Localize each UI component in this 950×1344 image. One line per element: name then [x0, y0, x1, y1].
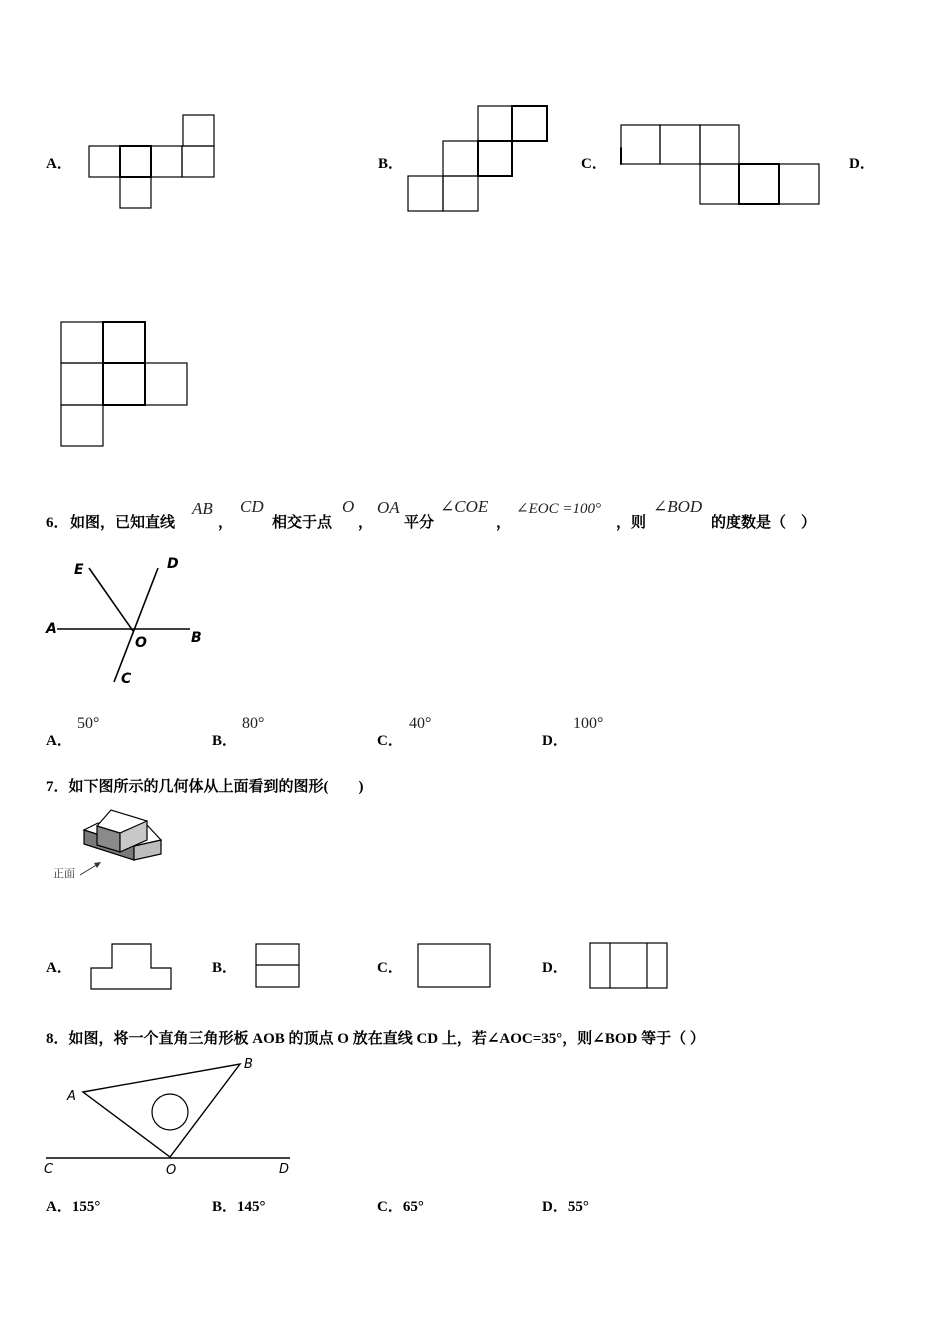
- q8-label-d: D: [279, 1162, 290, 1177]
- q7-option-c-label[interactable]: C．: [377, 960, 403, 976]
- q6-label-d: D: [167, 556, 179, 572]
- q6-text-1: 如图，已知直线: [70, 515, 176, 531]
- q6-option-b-value: 80°: [242, 715, 265, 732]
- q6-number: 6．: [46, 515, 69, 531]
- q6-sep-3: ，: [496, 515, 512, 531]
- q6-option-c-label[interactable]: C．: [377, 733, 403, 749]
- q8-option-b-value: 145°: [237, 1199, 266, 1215]
- q6-option-b-label[interactable]: B．: [212, 733, 238, 749]
- q7-text: 如下图所示的几何体从上面看到的图形( ): [68, 779, 364, 795]
- q5-option-b-label[interactable]: B．: [378, 156, 404, 172]
- q6-option-d-value: 100°: [573, 715, 604, 732]
- q7-front-label: 正面: [53, 867, 75, 880]
- q7-option-d-label[interactable]: D．: [542, 960, 568, 976]
- q6-text-5: 的度数是（ ）: [711, 515, 817, 531]
- q6-sep-1: ，: [218, 515, 234, 531]
- q6-text-3: 平分: [404, 515, 435, 531]
- q6-math-cd: CD: [240, 497, 264, 516]
- q7-option-b-label[interactable]: B．: [212, 960, 238, 976]
- q8-option-a-value: 155°: [71, 1199, 101, 1215]
- q6-label-c: C: [121, 671, 132, 687]
- q6-math-coe: ∠COE: [440, 497, 489, 516]
- q8-option-b-label: B．: [212, 1199, 238, 1215]
- q8-option-d[interactable]: [542, 1195, 589, 1216]
- q8-label-a: A: [67, 1089, 76, 1104]
- q5-option-a-label[interactable]: A．: [46, 156, 72, 172]
- q8-label-b: B: [244, 1057, 253, 1072]
- q6-math-o: O: [342, 497, 355, 516]
- q8-option-a[interactable]: [46, 1195, 100, 1216]
- q8-label-c: C: [44, 1162, 54, 1177]
- q6-math-bod: ∠BOD: [653, 497, 703, 516]
- q7-option-a-label[interactable]: A．: [46, 960, 72, 976]
- q5-option-d-label[interactable]: D．: [849, 156, 875, 172]
- q6-math-ab: AB: [192, 499, 213, 518]
- q7-number: 7．: [46, 779, 69, 795]
- q6-math-eoc: ∠EOC =100°: [516, 501, 601, 517]
- q6-label-o: O: [135, 635, 147, 651]
- q6-text-4: ，则: [616, 515, 647, 531]
- q8-number: 8．: [46, 1031, 69, 1047]
- q8-option-d-label: D．: [542, 1199, 568, 1215]
- q6-sep-2: ，: [358, 515, 374, 531]
- q8-text: 如图，将一个直角三角形板 AOB 的顶点 O 放在直线 CD 上，若∠AOC=35°，则∠BOD 等于（ ）: [68, 1031, 705, 1047]
- q8-option-c[interactable]: [377, 1195, 424, 1216]
- q6-option-a-value: 50°: [77, 715, 100, 732]
- q6-option-c-value: 40°: [409, 715, 432, 732]
- q8-label-o: O: [166, 1163, 177, 1178]
- q6-label-e: E: [74, 562, 84, 578]
- q6-option-a-label[interactable]: A．: [46, 733, 72, 749]
- q5-option-c-label[interactable]: C．: [581, 156, 607, 172]
- q6-label-b: B: [191, 630, 202, 646]
- q8-option-b[interactable]: [212, 1195, 266, 1216]
- q8-option-a-label: A．: [46, 1199, 72, 1215]
- q6-label-a: A: [46, 621, 57, 637]
- q8-option-c-value: 65°: [402, 1199, 424, 1215]
- q6-math-oa: OA: [377, 498, 400, 517]
- q8-option-c-label: C．: [377, 1199, 403, 1215]
- q6-text-2: 相交于点: [272, 515, 333, 531]
- q6-option-d-label[interactable]: D．: [542, 733, 568, 749]
- q8-option-d-value: 55°: [567, 1199, 589, 1215]
